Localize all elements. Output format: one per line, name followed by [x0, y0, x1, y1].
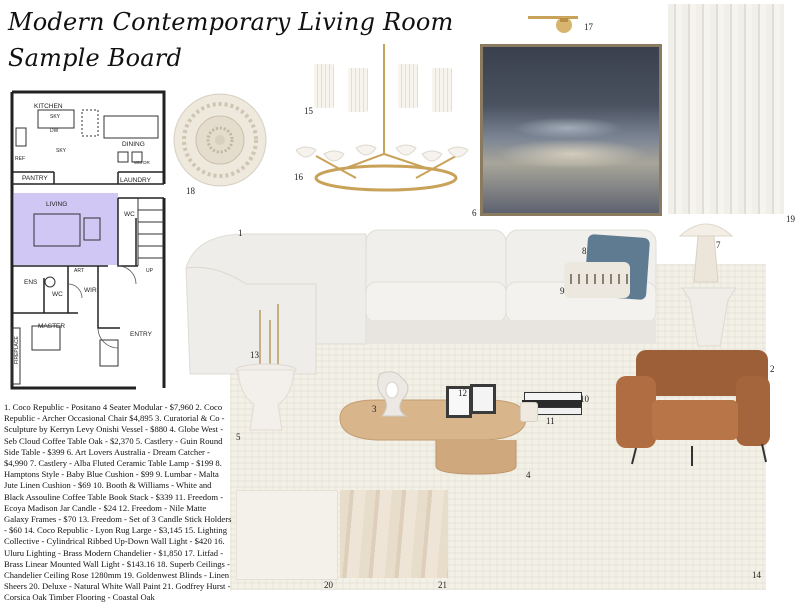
floor-plan: [8, 88, 168, 393]
title-line-1: Modern Contemporary Living Room: [8, 8, 454, 36]
item-number-20: 20: [324, 580, 333, 590]
title-line-2: Sample Board: [8, 44, 183, 72]
plan-label-wc1: WC: [124, 211, 135, 218]
item-number-17: 17: [584, 22, 593, 32]
item-number-3: 3: [372, 404, 377, 414]
item-number-6: 6: [472, 208, 477, 218]
plan-label-up: UP: [146, 268, 153, 274]
item-number-21: 21: [438, 580, 447, 590]
item-number-4: 4: [526, 470, 531, 480]
table-lamp-image: [672, 216, 748, 356]
item-number-2: 2: [770, 364, 775, 374]
sheer-blinds-image: [668, 4, 784, 214]
item-list-description: 1. Coco Republic - Positano 4 Seater Modular - $7,960 2. Coco Republic - Archer Occasional Chair $4,895 3. Curatorial & Co - Sculpture by Kerryn Levy Onishi Vessel - $880 4. Globe West - Seb Cloud Coffee Table Oak - $2,370 5. Castlery - Guin Round Side Table - $399 6. Art Lovers Australia - Dream Catcher - $4,990 7. Castlery - Alba Fluted Ceramic Table Lamp - $199 8. Hamptons Style - Baby Blue Cushion - $99 9. Lumbar - Malta Jute Linen Cushion - $69 10. Booth & Williams - White and Black Assouline Coffee Table Book Stack - $339 11. Freedom - Ecoya Madison Jar Candle - $24 12. Freedom - Nile Matte Galaxy Frames - $70 13. Freedom - Set of 3 Candle Stick Holders - $60 14. Coco Republic - Lyon Rug Large - $3,145 15. Lighting Collective - Cylindrical Ribbed Up-Down Wall Light - $420 16. Uluru Lighting - Brass Modern Chandelier - $1,850 17. Litfad - Brass Linear Mounted Wall Light - $143.16 18. Superb Ceilings - Chandelier Ceiling Rose 1280mm 19. Goldenwest Blinds - Linen Sheers 20. Deluxe - Natural White Wall Paint 21. Godfrey Hurst - Corsica Oak Timber Flooring - Coastal Oak: [4, 402, 232, 603]
item-number-9: 9: [560, 286, 565, 296]
chandelier-image: [296, 44, 476, 194]
plan-label-fireplace: FIREPLACE: [14, 336, 20, 364]
wall-paint-swatch: [236, 490, 338, 580]
item-number-19: 19: [786, 214, 795, 224]
plan-label-ref: REF: [15, 156, 25, 162]
painting-image: [480, 44, 662, 216]
item-number-13: 13: [250, 350, 259, 360]
lumbar-cushion-image: [564, 262, 630, 298]
item-number-7: 7: [716, 240, 721, 250]
plan-label-ens: ENS: [24, 279, 38, 286]
item-number-8: 8: [582, 246, 587, 256]
plan-label-entry: ENTRY: [130, 331, 152, 338]
plan-label-laundry: LAUNDRY: [120, 177, 151, 184]
plan-label-wir: WIR: [84, 287, 97, 294]
sculpture-image: [372, 370, 416, 420]
item-number-12: 12: [458, 388, 467, 398]
leather-armchair-image: [612, 346, 772, 468]
item-number-16: 16: [294, 172, 303, 182]
plan-label-kitchen: KITCHEN: [34, 103, 63, 110]
plan-label-wm-dr: WM DR: [134, 160, 150, 165]
candle-jar-image: [520, 402, 538, 422]
brass-wall-light-image: [526, 12, 582, 38]
ceiling-rose-image: [172, 92, 268, 188]
timber-floor-swatch: [340, 490, 448, 578]
item-number-5: 5: [236, 432, 241, 442]
item-number-10: 10: [580, 394, 589, 404]
plan-label-sky1: SKY: [50, 114, 61, 120]
item-number-1: 1: [238, 228, 243, 238]
item-number-11: 11: [546, 416, 555, 426]
plan-label-living: LIVING: [46, 201, 68, 208]
item-number-18: 18: [186, 186, 195, 196]
plan-label-dw: DW: [50, 128, 59, 134]
plan-label-master: MASTER: [38, 323, 66, 330]
side-table-image: [230, 300, 300, 436]
item-number-15: 15: [304, 106, 313, 116]
plan-label-wc2: WC: [52, 291, 63, 298]
item-number-14: 14: [752, 570, 761, 580]
frame-image-2: [470, 384, 496, 414]
coffee-table-image: [336, 396, 530, 478]
plan-label-sky2: SKY: [56, 148, 67, 154]
plan-label-dining: DINING: [122, 141, 145, 148]
plan-label-pantry: PANTRY: [22, 175, 48, 182]
plan-label-art: ART: [74, 268, 84, 274]
